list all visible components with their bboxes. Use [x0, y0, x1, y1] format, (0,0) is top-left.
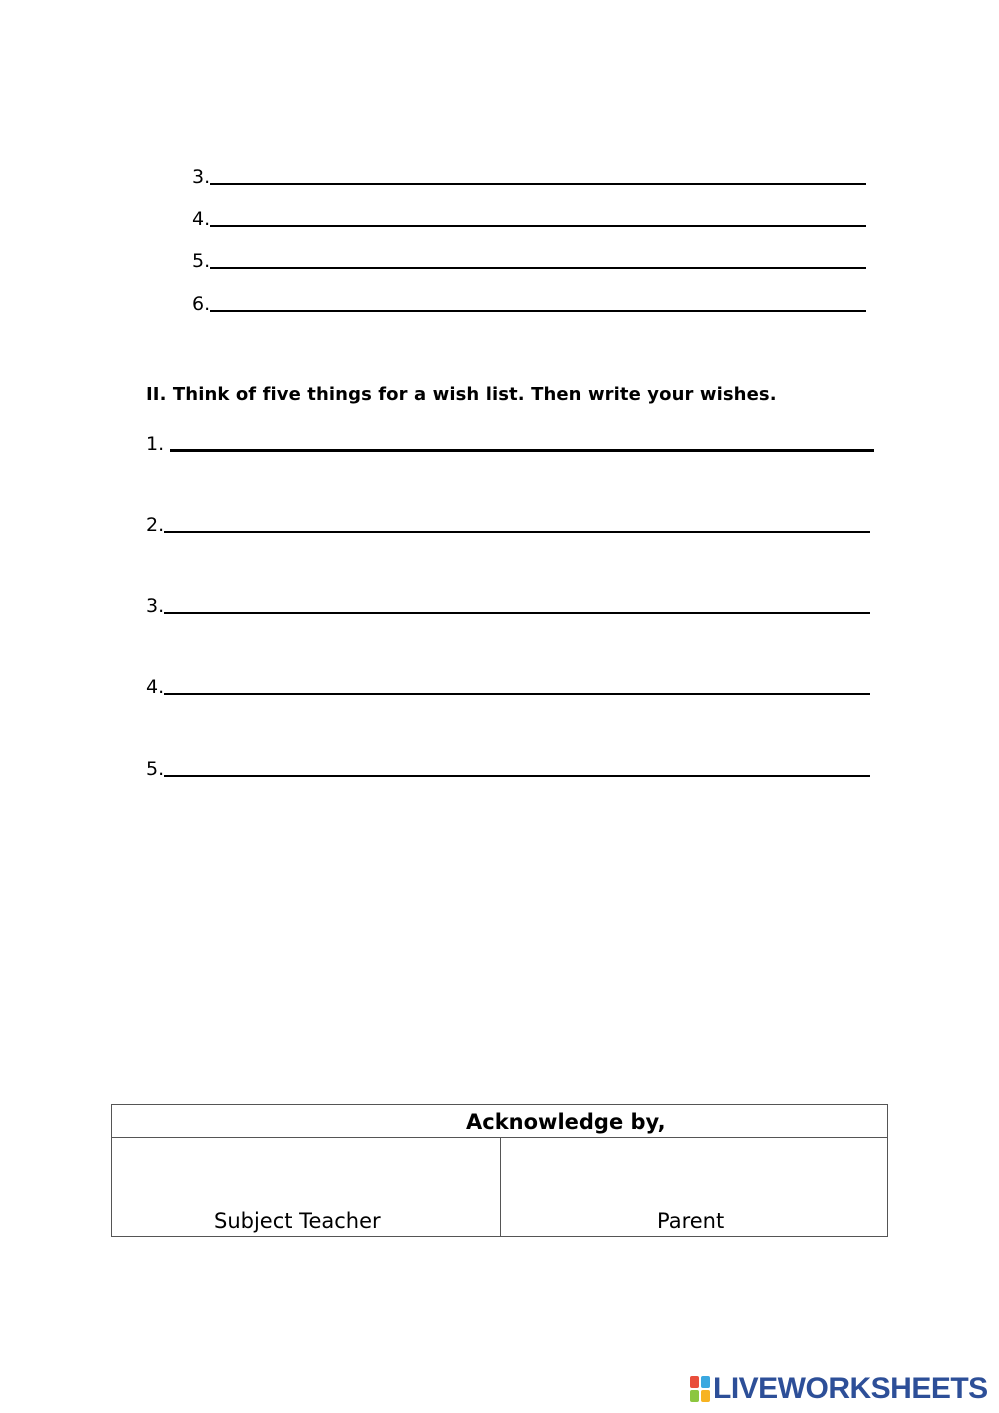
liveworksheets-logo-icon — [690, 1376, 710, 1402]
wish-number: 5. — [146, 758, 165, 780]
acknowledgement-title: Acknowledge by, — [466, 1110, 666, 1134]
answer-line[interactable] — [210, 266, 866, 269]
answer-line[interactable] — [164, 692, 870, 695]
logo-text: LIVEWORKSHEETS — [713, 1372, 988, 1405]
answer-line[interactable] — [164, 611, 870, 614]
subject-teacher-label: Subject Teacher — [214, 1209, 381, 1233]
table-divider — [500, 1138, 501, 1237]
answer-line[interactable] — [164, 530, 870, 533]
liveworksheets-logo — [690, 1374, 988, 1404]
answer-line[interactable] — [164, 774, 870, 777]
top-list-row-5[interactable] — [192, 252, 866, 271]
logo-square-yellow — [701, 1390, 710, 1402]
top-list-row-6[interactable] — [192, 295, 866, 314]
wish-row-2[interactable] — [146, 516, 870, 535]
logo-square-red — [690, 1376, 699, 1388]
wish-number: 1. — [146, 433, 171, 455]
wish-row-3[interactable] — [146, 597, 870, 616]
top-list-number: 3. — [192, 166, 211, 188]
acknowledgement-header — [112, 1105, 887, 1138]
wish-number: 4. — [146, 676, 165, 698]
parent-label: Parent — [657, 1209, 725, 1233]
top-list-number: 4. — [192, 208, 211, 230]
wish-row-1[interactable] — [146, 435, 874, 454]
top-list-number: 6. — [192, 293, 211, 315]
top-list-number: 5. — [192, 250, 211, 272]
answer-line[interactable] — [210, 309, 866, 312]
answer-line[interactable] — [170, 448, 874, 452]
wish-row-5[interactable] — [146, 760, 870, 779]
answer-line[interactable] — [210, 182, 866, 185]
top-list-row-3[interactable] — [192, 168, 866, 187]
wish-row-4[interactable] — [146, 678, 870, 697]
top-list-row-4[interactable] — [192, 210, 866, 229]
wish-number: 3. — [146, 595, 165, 617]
section-two-instruction: II. Think of five things for a wish list. Then write your wishes. — [146, 384, 777, 405]
acknowledgement-table — [111, 1104, 888, 1237]
answer-line[interactable] — [210, 224, 866, 227]
logo-square-green — [690, 1390, 699, 1402]
wish-number: 2. — [146, 514, 165, 536]
logo-square-blue — [701, 1376, 710, 1388]
